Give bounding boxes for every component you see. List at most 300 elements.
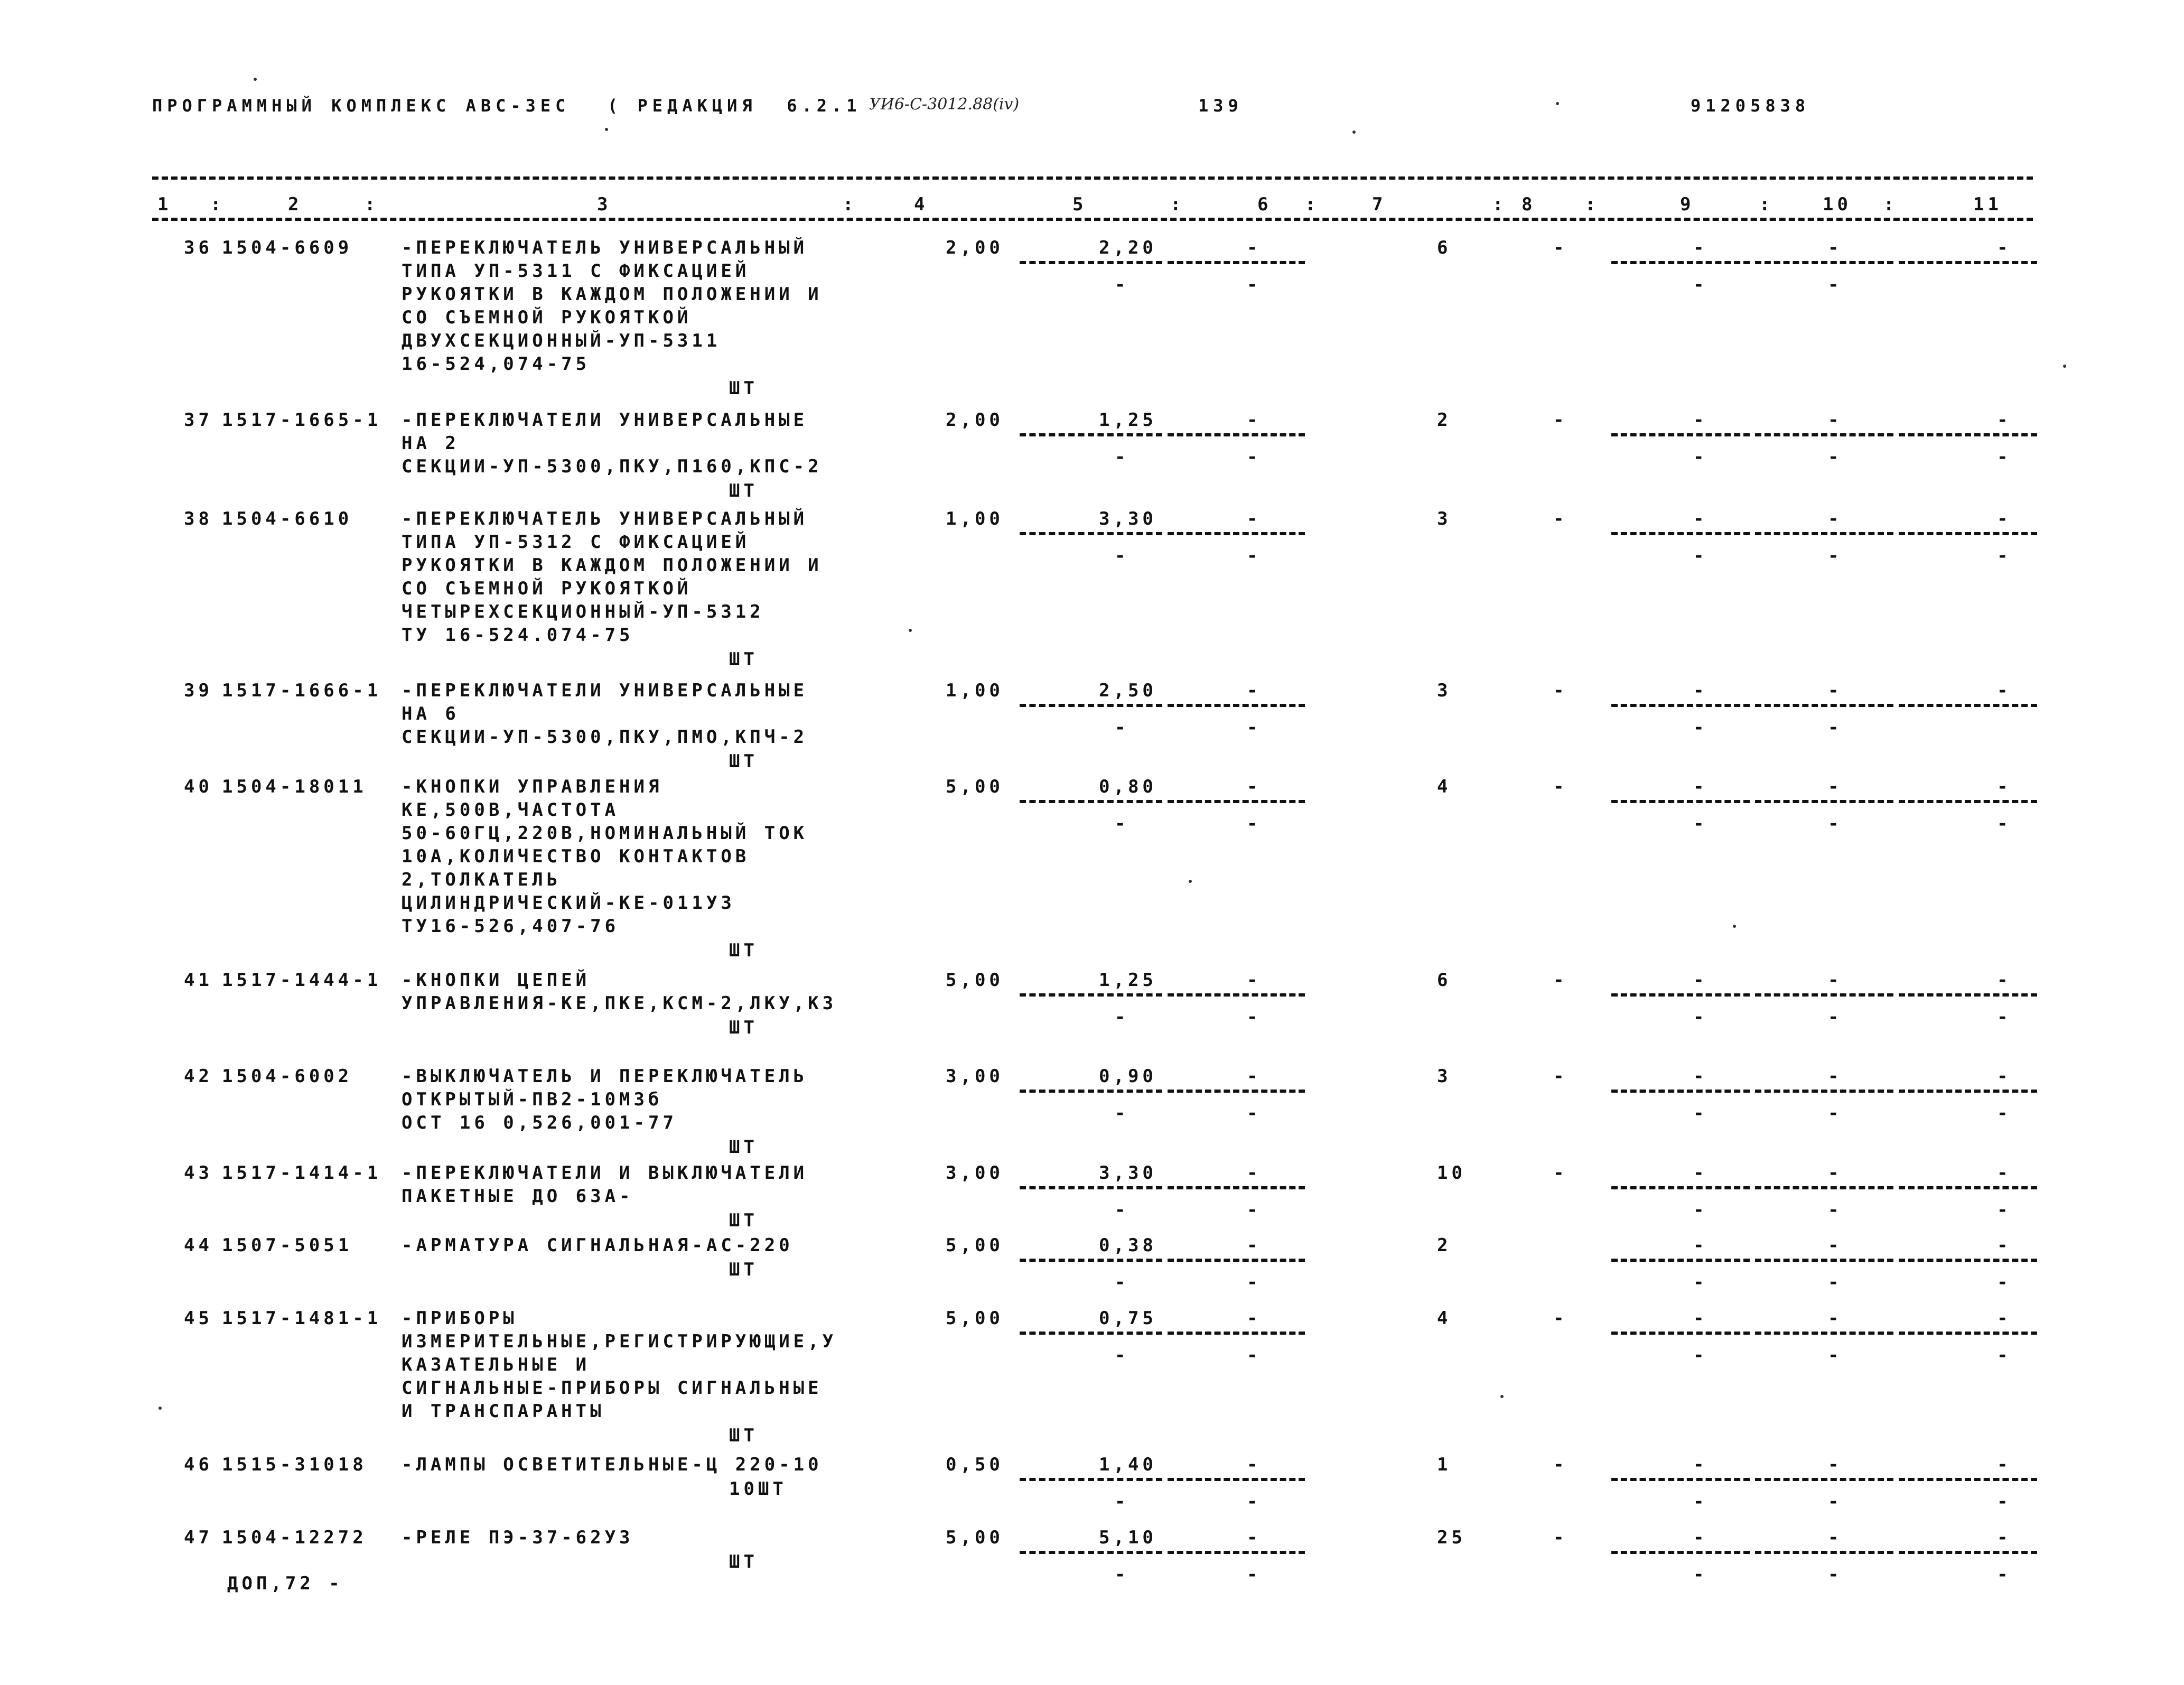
cell-col10-lower: -	[1828, 446, 1843, 468]
row-number: 47	[184, 1527, 213, 1548]
unit-label: ШТ	[729, 1210, 758, 1231]
cell-col6-lower: -	[1247, 1345, 1262, 1366]
row-dash-3	[1611, 1551, 1750, 1554]
cell-col10: -	[1828, 409, 1843, 431]
unit-label: ШТ	[729, 1017, 758, 1038]
cell-col4: 1,00	[946, 680, 1004, 701]
cell-col9: -	[1693, 1527, 1708, 1548]
row-dash-3	[1611, 1090, 1750, 1093]
cell-col5-lower: -	[1115, 717, 1130, 738]
cell-col5: 5,10	[1099, 1527, 1157, 1548]
cell-col10-lower: -	[1828, 813, 1843, 834]
cell-col4: 5,00	[946, 1527, 1004, 1548]
cell-col6-lower: -	[1247, 1199, 1262, 1221]
scan-speck	[1352, 131, 1356, 134]
cell-col10-lower: -	[1828, 1272, 1843, 1293]
cell-col11: -	[1997, 680, 2012, 701]
item-description-line: ОТКРЫТЫЙ-ПВ2-10М3б	[402, 1089, 663, 1110]
cell-col5-lower: -	[1115, 1564, 1130, 1585]
item-description-line: РУКОЯТКИ В КАЖДОМ ПОЛОЖЕНИИ И	[402, 284, 823, 305]
row-dash-5	[1899, 993, 2037, 997]
cell-col11-lower: -	[1997, 446, 2012, 468]
row-dash-1	[1020, 800, 1162, 803]
column-separator: :	[1883, 194, 1898, 215]
cell-col6: -	[1247, 1066, 1262, 1087]
cell-col9-lower: -	[1693, 1103, 1708, 1124]
cell-col5: 0,75	[1099, 1308, 1157, 1329]
cell-col6-lower: -	[1247, 274, 1262, 295]
item-description-line: -ВЫКЛЮЧАТЕЛЬ И ПЕРЕКЛЮЧАТЕЛЬ	[402, 1066, 808, 1087]
row-dash-2	[1168, 1259, 1305, 1262]
item-description-line: ДВУХСЕКЦИОННЫЙ-УП-5311	[402, 330, 721, 351]
scan-speck	[254, 78, 257, 81]
row-number: 45	[184, 1308, 213, 1329]
cell-col8: -	[1553, 680, 1568, 701]
header-rule-bottom	[152, 218, 2033, 221]
item-description-line: СО СЪЕМНОЙ РУКОЯТКОЙ	[402, 307, 692, 328]
row-dash-1	[1020, 1332, 1162, 1335]
row-dash-4	[1755, 1332, 1893, 1335]
column-number: 1	[157, 194, 172, 215]
cell-col11: -	[1997, 409, 2012, 431]
row-dash-1	[1020, 1551, 1162, 1554]
cell-col10-lower: -	[1828, 1007, 1843, 1028]
cell-col5: 1,25	[1099, 970, 1157, 991]
cell-col10: -	[1828, 776, 1843, 797]
unit-label: ШТ	[729, 1425, 758, 1446]
edition-label: ( РЕДАКЦИЯ 6.2.1	[608, 96, 862, 116]
cell-col10-lower: -	[1828, 274, 1843, 295]
cell-col5: 2,50	[1099, 680, 1157, 701]
cell-col11: -	[1997, 237, 2012, 258]
cell-col9-lower: -	[1693, 1345, 1708, 1366]
row-dash-4	[1755, 1259, 1893, 1262]
item-description-line: И ТРАНСПАРАНТЫ	[402, 1401, 605, 1422]
item-code: 1517-1444-1	[222, 970, 382, 991]
cell-col5: 0,80	[1099, 776, 1157, 797]
row-dash-5	[1899, 532, 2037, 535]
row-dash-4	[1755, 1186, 1893, 1189]
row-dash-1	[1020, 704, 1162, 707]
cell-col7: 2	[1437, 1235, 1452, 1256]
cell-col8: -	[1553, 237, 1568, 258]
cell-col5: 1,25	[1099, 409, 1157, 431]
item-description-line: ПАКЕТНЫЕ ДО 63А-	[402, 1186, 634, 1207]
cell-col11: -	[1997, 1066, 2012, 1087]
cell-col5: 3,30	[1099, 508, 1157, 529]
cell-col5-lower: -	[1115, 813, 1130, 834]
cell-col11: -	[1997, 1454, 2012, 1475]
cell-col8: -	[1553, 1308, 1568, 1329]
row-dash-4	[1755, 532, 1893, 535]
footer-note: ДОП,72 -	[227, 1573, 343, 1594]
row-dash-5	[1899, 433, 2037, 436]
unit-label: 10ШТ	[729, 1478, 787, 1500]
cell-col10: -	[1828, 1308, 1843, 1329]
row-dash-3	[1611, 261, 1750, 264]
row-dash-5	[1899, 1551, 2037, 1554]
row-dash-2	[1168, 261, 1305, 264]
cell-col4: 3,00	[946, 1066, 1004, 1087]
item-code: 1515-31018	[222, 1454, 367, 1475]
cell-col6: -	[1247, 680, 1262, 701]
unit-label: ШТ	[729, 1551, 758, 1572]
cell-col5: 1,40	[1099, 1454, 1157, 1475]
row-dash-1	[1020, 261, 1162, 264]
cell-col5-lower: -	[1115, 446, 1130, 468]
cell-col6-lower: -	[1247, 446, 1262, 468]
column-number: 6	[1257, 194, 1272, 215]
cell-col7: 2	[1437, 409, 1452, 431]
row-dash-1	[1020, 1186, 1162, 1189]
item-description-line: 10А,КОЛИЧЕСТВО КОНТАКТОВ	[402, 846, 750, 867]
item-description-line: РУКОЯТКИ В КАЖДОМ ПОЛОЖЕНИИ И	[402, 555, 823, 576]
cell-col4: 5,00	[946, 1308, 1004, 1329]
column-number: 4	[914, 194, 929, 215]
cell-col6: -	[1247, 776, 1262, 797]
cell-col9: -	[1693, 237, 1708, 258]
column-separator: :	[210, 194, 225, 215]
item-code: 1517-1414-1	[222, 1162, 382, 1184]
item-description-line: ТИПА УП-5311 С ФИКСАЦИЕЙ	[402, 260, 750, 282]
cell-col6-lower: -	[1247, 1272, 1262, 1293]
cell-col10-lower: -	[1828, 1491, 1843, 1512]
item-description-line: ТУ16-526,407-76	[402, 916, 620, 937]
cell-col7: 6	[1437, 237, 1452, 258]
column-separator: :	[1305, 194, 1320, 215]
cell-col10: -	[1828, 508, 1843, 529]
cell-col6: -	[1247, 1454, 1262, 1475]
cell-col9-lower: -	[1693, 1491, 1708, 1512]
item-description-line: ТИПА УП-5312 С ФИКСАЦИЕЙ	[402, 532, 750, 553]
cell-col9-lower: -	[1693, 813, 1708, 834]
cell-col11-lower: -	[1997, 1272, 2012, 1293]
cell-col6: -	[1247, 508, 1262, 529]
row-number: 37	[184, 409, 213, 431]
row-dash-4	[1755, 1551, 1893, 1554]
cell-col11: -	[1997, 508, 2012, 529]
cell-col6: -	[1247, 409, 1262, 431]
cell-col10: -	[1828, 970, 1843, 991]
cell-col9: -	[1693, 1162, 1708, 1184]
column-number: 7	[1372, 194, 1387, 215]
row-dash-3	[1611, 532, 1750, 535]
cell-col6-lower: -	[1247, 1564, 1262, 1585]
row-dash-2	[1168, 1090, 1305, 1093]
unit-label: ШТ	[729, 1259, 758, 1280]
cell-col4: 5,00	[946, 776, 1004, 797]
cell-col9: -	[1693, 508, 1708, 529]
item-description-line: -ПЕРЕКЛЮЧАТЕЛИ И ВЫКЛЮЧАТЕЛИ	[402, 1162, 808, 1184]
cell-col6-lower: -	[1247, 1103, 1262, 1124]
cell-col5-lower: -	[1115, 545, 1130, 566]
column-number: 9	[1680, 194, 1695, 215]
cell-col11-lower: -	[1997, 1345, 2012, 1366]
header-rule-top	[152, 176, 2033, 180]
unit-label: ШТ	[729, 1137, 758, 1158]
cell-col11-lower: -	[1997, 1007, 2012, 1028]
cell-col4: 5,00	[946, 1235, 1004, 1256]
cell-col6-lower: -	[1247, 545, 1262, 566]
cell-col10: -	[1828, 1066, 1843, 1087]
cell-col6-lower: -	[1247, 1491, 1262, 1512]
row-number: 46	[184, 1454, 213, 1475]
row-dash-3	[1611, 800, 1750, 803]
item-description-line: СО СЪЕМНОЙ РУКОЯТКОЙ	[402, 578, 692, 599]
cell-col5-lower: -	[1115, 1199, 1130, 1221]
scan-speck	[2063, 365, 2066, 368]
cell-col8: -	[1553, 1162, 1568, 1184]
cell-col9-lower: -	[1693, 717, 1708, 738]
row-dash-3	[1611, 993, 1750, 997]
row-dash-1	[1020, 1259, 1162, 1262]
item-description-line: ТУ 16-524.074-75	[402, 625, 634, 646]
row-dash-5	[1899, 1259, 2037, 1262]
row-dash-2	[1168, 800, 1305, 803]
cell-col5-lower: -	[1115, 1103, 1130, 1124]
cell-col11: -	[1997, 970, 2012, 991]
cell-col5-lower: -	[1115, 1491, 1130, 1512]
scan-speck	[1500, 1395, 1504, 1398]
scan-speck	[909, 629, 912, 632]
cell-col4: 3,00	[946, 1162, 1004, 1184]
row-dash-5	[1899, 704, 2037, 707]
cell-col9: -	[1693, 776, 1708, 797]
cell-col11-lower: -	[1997, 1103, 2012, 1124]
cell-col10: -	[1828, 1235, 1843, 1256]
row-dash-3	[1611, 1478, 1750, 1481]
row-number: 40	[184, 776, 213, 797]
row-dash-4	[1755, 433, 1893, 436]
cell-col10: -	[1828, 1162, 1843, 1184]
program-title: ПРОГРАММНЫЙ КОМПЛЕКС АВС-3ЕС	[152, 96, 571, 116]
row-number: 38	[184, 508, 213, 529]
row-dash-4	[1755, 261, 1893, 264]
row-dash-1	[1020, 1090, 1162, 1093]
scan-speck	[605, 128, 608, 131]
column-number: 11	[1973, 194, 2002, 215]
scan-speck	[1733, 925, 1736, 928]
item-description-line: -КНОПКИ ЦЕПЕЙ	[402, 970, 591, 991]
cell-col8: -	[1553, 508, 1568, 529]
cell-col11: -	[1997, 1527, 2012, 1548]
column-number: 8	[1522, 194, 1536, 215]
cell-col10-lower: -	[1828, 1345, 1843, 1366]
row-dash-4	[1755, 704, 1893, 707]
cell-col10-lower: -	[1828, 1103, 1843, 1124]
unit-label: ШТ	[729, 751, 758, 772]
document-code: 91205838	[1691, 96, 1810, 116]
cell-col8: -	[1553, 409, 1568, 431]
column-separator: :	[1170, 194, 1185, 215]
row-dash-2	[1168, 993, 1305, 997]
cell-col9: -	[1693, 1308, 1708, 1329]
row-dash-1	[1020, 532, 1162, 535]
column-separator: :	[1585, 194, 1600, 215]
item-description-line: -АРМАТУРА СИГНАЛЬНАЯ-АС-220	[402, 1235, 794, 1256]
cell-col9-lower: -	[1693, 545, 1708, 566]
row-dash-5	[1899, 261, 2037, 264]
row-dash-4	[1755, 1478, 1893, 1481]
cell-col7: 3	[1437, 508, 1452, 529]
row-dash-5	[1899, 1186, 2037, 1189]
item-description-line: 2,ТОЛКАТЕЛЬ	[402, 869, 562, 890]
item-description-line: -ПЕРЕКЛЮЧАТЕЛИ УНИВЕРСАЛЬНЫЕ	[402, 680, 808, 701]
cell-col11-lower: -	[1997, 1564, 2012, 1585]
cell-col4: 0,50	[946, 1454, 1004, 1475]
cell-col10: -	[1828, 1454, 1843, 1475]
row-dash-2	[1168, 1478, 1305, 1481]
column-separator: :	[843, 194, 857, 215]
cell-col7: 3	[1437, 1066, 1452, 1087]
item-code: 1504-18011	[222, 776, 367, 797]
row-dash-1	[1020, 433, 1162, 436]
cell-col10-lower: -	[1828, 717, 1843, 738]
row-dash-5	[1899, 1332, 2037, 1335]
row-dash-3	[1611, 433, 1750, 436]
cell-col7: 10	[1437, 1162, 1466, 1184]
item-code: 1504-6002	[222, 1066, 353, 1087]
row-number: 42	[184, 1066, 213, 1087]
cell-col7: 6	[1437, 970, 1452, 991]
item-code: 1504-6610	[222, 508, 353, 529]
page-number: 139	[1198, 96, 1243, 116]
cell-col11-lower: -	[1997, 545, 2012, 566]
column-number: 2	[288, 194, 303, 215]
cell-col8: -	[1553, 1454, 1568, 1475]
cell-col6: -	[1247, 970, 1262, 991]
cell-col5-lower: -	[1115, 1345, 1130, 1366]
cell-col4: 5,00	[946, 970, 1004, 991]
row-dash-1	[1020, 993, 1162, 997]
row-dash-2	[1168, 1551, 1305, 1554]
column-number: 3	[597, 194, 612, 215]
cell-col9-lower: -	[1693, 446, 1708, 468]
unit-label: ШТ	[729, 378, 758, 399]
item-description-line: -ПЕРЕКЛЮЧАТЕЛЬ УНИВЕРСАЛЬНЫЙ	[402, 508, 808, 529]
row-dash-3	[1611, 1332, 1750, 1335]
cell-col11: -	[1997, 1162, 2012, 1184]
cell-col9-lower: -	[1693, 1199, 1708, 1221]
item-description-line: -ПРИБОРЫ	[402, 1308, 518, 1329]
cell-col11: -	[1997, 1235, 2012, 1256]
cell-col7: 25	[1437, 1527, 1466, 1548]
column-number: 10	[1823, 194, 1852, 215]
item-code: 1507-5051	[222, 1235, 353, 1256]
cell-col7: 4	[1437, 776, 1452, 797]
unit-label: ШТ	[729, 480, 758, 501]
item-description-line: ЧЕТЫРЕХСЕКЦИОННЫЙ-УП-5312	[402, 601, 764, 622]
column-separator: :	[365, 194, 379, 215]
item-code: 1504-12272	[222, 1527, 367, 1548]
item-description-line: -РЕЛЕ ПЭ-37-62У3	[402, 1527, 634, 1548]
item-description-line: НА 6	[402, 703, 460, 724]
cell-col11-lower: -	[1997, 1491, 2012, 1512]
item-description-line: СИГНАЛЬНЫЕ-ПРИБОРЫ СИГНАЛЬНЫЕ	[402, 1377, 823, 1399]
row-number: 43	[184, 1162, 213, 1184]
item-description-line: УПРАВЛЕНИЯ-КЕ,ПКЕ,КСМ-2,ЛКУ,КЗ	[402, 993, 837, 1014]
row-dash-4	[1755, 993, 1893, 997]
column-separator: :	[1492, 194, 1507, 215]
row-number: 39	[184, 680, 213, 701]
scan-speck	[1556, 102, 1559, 105]
cell-col10-lower: -	[1828, 545, 1843, 566]
item-code: 1517-1666-1	[222, 680, 382, 701]
unit-label: ШТ	[729, 649, 758, 670]
item-description-line: -ПЕРЕКЛЮЧАТЕЛИ УНИВЕРСАЛЬНЫЕ	[402, 409, 808, 431]
cell-col6: -	[1247, 1162, 1262, 1184]
cell-col9-lower: -	[1693, 1007, 1708, 1028]
column-number: 5	[1072, 194, 1087, 215]
row-dash-4	[1755, 1090, 1893, 1093]
item-description-line: -ЛАМПЫ ОСВЕТИТЕЛЬНЫЕ-Ц 220-10	[402, 1454, 823, 1475]
row-dash-3	[1611, 1186, 1750, 1189]
cell-col11: -	[1997, 776, 2012, 797]
cell-col9-lower: -	[1693, 274, 1708, 295]
cell-col6: -	[1247, 237, 1262, 258]
cell-col10-lower: -	[1828, 1199, 1843, 1221]
cell-col9: -	[1693, 409, 1708, 431]
row-dash-2	[1168, 1186, 1305, 1189]
row-dash-2	[1168, 704, 1305, 707]
cell-col7: 1	[1437, 1454, 1452, 1475]
item-description-line: ИЗМЕРИТЕЛЬНЫЕ,РЕГИСТРИРУЮЩИЕ,У	[402, 1331, 837, 1352]
row-number: 41	[184, 970, 213, 991]
row-dash-2	[1168, 1332, 1305, 1335]
cell-col5: 0,90	[1099, 1066, 1157, 1087]
scan-speck	[158, 1407, 162, 1410]
item-code: 1517-1665-1	[222, 409, 382, 431]
cell-col6-lower: -	[1247, 813, 1262, 834]
item-description-line: -КНОПКИ УПРАВЛЕНИЯ	[402, 776, 663, 797]
item-description-line: КАЗАТЕЛЬНЫЕ И	[402, 1354, 591, 1375]
item-description-line: ОСТ 16 0,526,001-77	[402, 1112, 677, 1133]
cell-col5-lower: -	[1115, 274, 1130, 295]
cell-col9: -	[1693, 970, 1708, 991]
cell-col5: 3,30	[1099, 1162, 1157, 1184]
item-description-line: 16-524,074-75	[402, 353, 591, 375]
cell-col5-lower: -	[1115, 1007, 1130, 1028]
item-description-line: СЕКЦИИ-УП-5300,ПКУ,П160,КПС-2	[402, 456, 823, 477]
cell-col6: -	[1247, 1235, 1262, 1256]
cell-col8: -	[1553, 970, 1568, 991]
cell-col11: -	[1997, 1308, 2012, 1329]
row-dash-5	[1899, 1478, 2037, 1481]
cell-col5: 0,38	[1099, 1235, 1157, 1256]
column-separator: :	[1759, 194, 1774, 215]
cell-col9: -	[1693, 1235, 1708, 1256]
item-description-line: -ПЕРЕКЛЮЧАТЕЛЬ УНИВЕРСАЛЬНЫЙ	[402, 237, 808, 258]
cell-col10: -	[1828, 1527, 1843, 1548]
row-number: 36	[184, 237, 213, 258]
cell-col10-lower: -	[1828, 1564, 1843, 1585]
cell-col7: 3	[1437, 680, 1452, 701]
cell-col8: -	[1553, 1066, 1568, 1087]
cell-col7: 4	[1437, 1308, 1452, 1329]
item-description-line: 50-60ГЦ,220В,НОМИНАЛЬНЫЙ ТОК	[402, 823, 808, 844]
item-description-line: НА 2	[402, 433, 460, 454]
cell-col11-lower: -	[1997, 813, 2012, 834]
cell-col6: -	[1247, 1527, 1262, 1548]
row-dash-3	[1611, 1259, 1750, 1262]
cell-col9-lower: -	[1693, 1272, 1708, 1293]
cell-col8: -	[1553, 1527, 1568, 1548]
row-dash-5	[1899, 800, 2037, 803]
unit-label: ШТ	[729, 940, 758, 961]
cell-col6-lower: -	[1247, 717, 1262, 738]
item-code: 1504-6609	[222, 237, 353, 258]
row-dash-3	[1611, 704, 1750, 707]
